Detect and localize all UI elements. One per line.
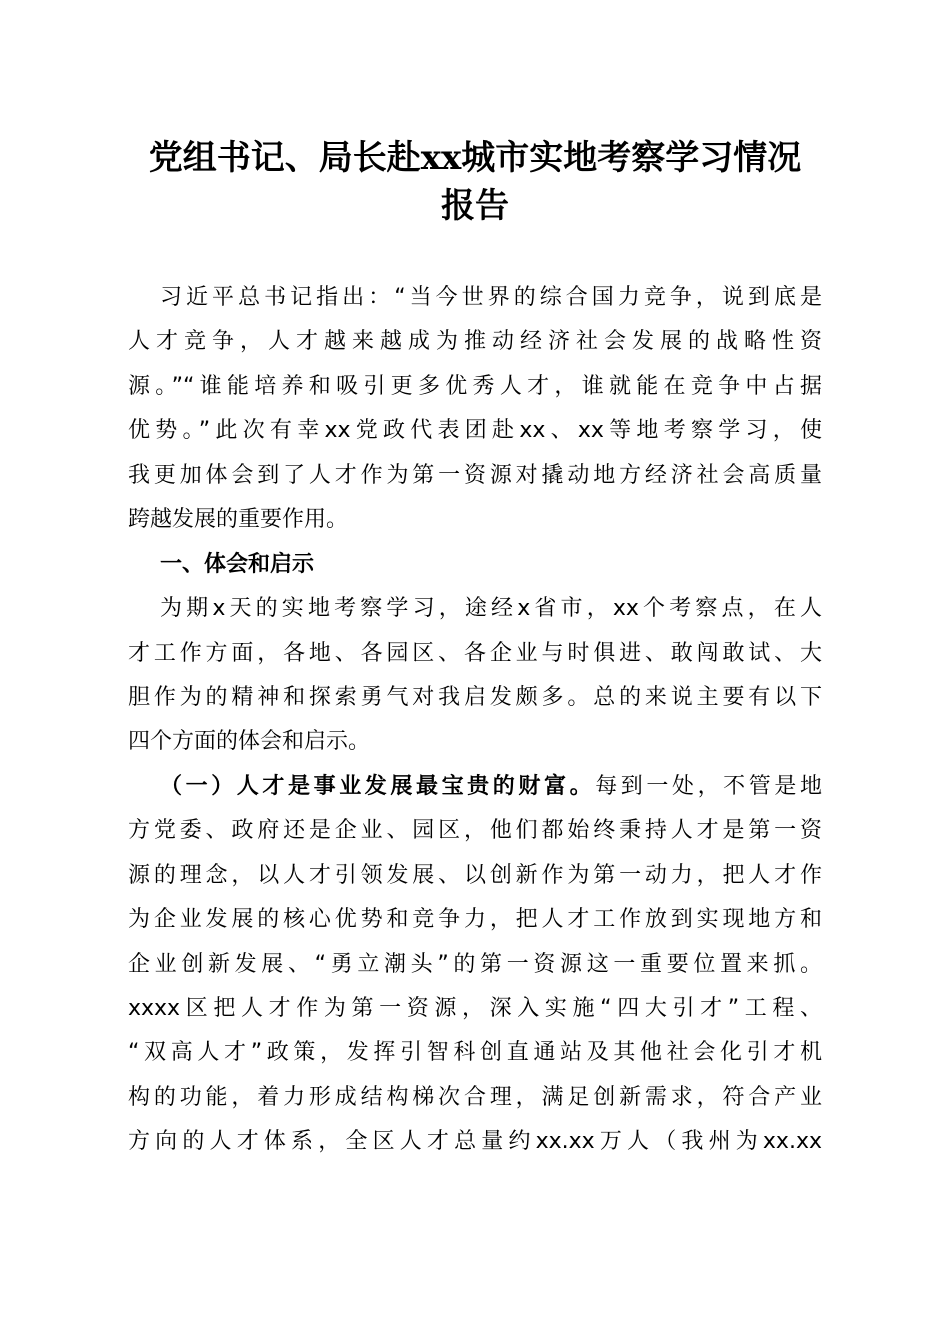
text-line: 构的功能，着力形成结构梯次合理，满足创新需求，符合产业 <box>128 1084 822 1110</box>
text-line: 我更加体会到了人才作为第一资源对撬动地方经济社会高质量 <box>128 462 822 488</box>
document-title <box>0 134 950 230</box>
text-line: 方向的人才体系，全区人才总量约xx.xx万人（我州为xx.xx <box>128 1129 822 1155</box>
text-line: 才工作方面，各地、各园区、各企业与时俱进、敢闯敢试、大 <box>128 640 822 666</box>
paragraph-intro <box>128 276 822 543</box>
text-line: 为企业发展的核心优势和竞争力，把人才工作放到实现地方和 <box>128 907 822 933</box>
text-line: “双高人才”政策，发挥引智科创直通站及其他社会化引才机 <box>128 1040 822 1066</box>
text-line: 企业创新发展、“勇立潮头”的第一资源这一重要位置来抓。 <box>128 951 822 977</box>
text-line: 人才竞争，人才越来越成为推动经济社会发展的战略性资 <box>128 329 822 355</box>
document-body <box>128 276 822 1165</box>
title-line-2: 报告 <box>441 186 509 226</box>
text-line: 为期x天的实地考察学习，途经x省市，xx个考察点，在人 <box>160 596 822 622</box>
text-line: 四个方面的体会和启示。 <box>128 729 371 755</box>
text-line: 方党委、政府还是企业、园区，他们都始终秉持人才是第一资 <box>128 818 822 844</box>
text-line: 优势。”此次有幸xx党政代表团赴xx、xx等地考察学习，使 <box>128 418 822 444</box>
text-line: 源。”“谁能培养和吸引更多优秀人才，谁就能在竞争中占据 <box>128 373 822 399</box>
title-line-1: 党组书记、局长赴xx城市实地考察学习情况 <box>148 138 802 178</box>
subheading: （一）人才是事业发展最宝贵的财富。 <box>160 773 596 799</box>
paragraph-overview <box>128 587 822 765</box>
paragraph-talent <box>128 765 822 1165</box>
text-line: xxxx区把人才作为第一资源，深入实施“四大引才”工程、 <box>128 996 822 1021</box>
text-span: 每到一处，不管是地 <box>595 773 822 799</box>
section-heading: 一、体会和启示 <box>160 551 315 577</box>
text-line: 胆作为的精神和探索勇气对我启发颇多。总的来说主要有以下 <box>128 684 822 710</box>
text-line: 跨越发展的重要作用。 <box>128 507 349 533</box>
text-line <box>128 765 822 809</box>
text-line: 习近平总书记指出：“当今世界的综合国力竞争，说到底是 <box>160 285 822 310</box>
text-line: 源的理念，以人才引领发展、以创新作为第一动力，把人才作 <box>128 862 822 888</box>
